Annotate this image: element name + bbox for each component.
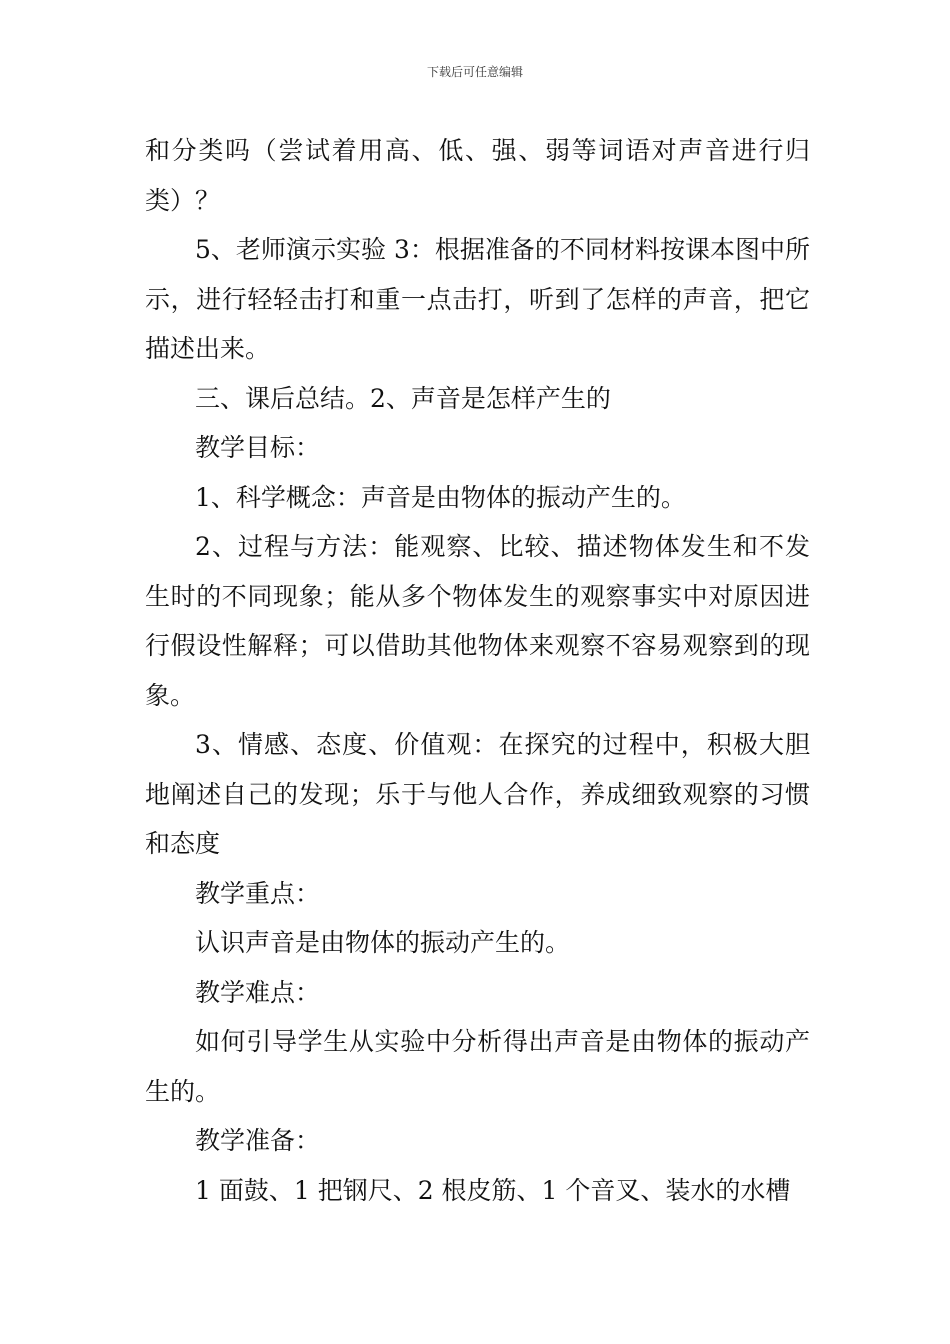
paragraph-2: 5、老师演示实验 3：根据准备的不同材料按课本图中所示，进行轻轻击打和重一点击打，听到了怎样的声音，把它描述出来。 [145, 235, 810, 363]
document-body [145, 126, 810, 1215]
paragraph-1: 和分类吗（尝试着用高、低、强、弱等词语对声音进行归类）？ [145, 136, 810, 215]
paragraph-7: 3、情感、态度、价值观：在探究的过程中，积极大胆地阐述自己的发现；乐于与他人合作，养成细致观察的习惯和态度 [145, 730, 810, 858]
page-header: 下载后可任意编辑 [426, 65, 523, 79]
section-heading-objectives: 教学目标： [195, 433, 321, 462]
paragraph-13: 1 面鼓、1 把钢尺、2 根皮筋、1 个音叉、装水的水槽 [195, 1175, 791, 1205]
section-heading-key-points: 教学重点： [195, 878, 321, 908]
section-heading-preparation: 教学准备： [195, 1126, 321, 1155]
paragraph-11: 如何引导学生从实验中分析得出声音是由物体的振动产生的。 [145, 1027, 810, 1106]
paragraph-3: 三、课后总结。2、声音是怎样产生的 [195, 383, 611, 413]
paragraph-6: 2、过程与方法：能观察、比较、描述物体发生和不发生时的不同现象；能从多个物体发生的观察事实中对原因进行假设性解释；可以借助其他物体来观察不容易观察到的现象。 [145, 532, 810, 710]
section-heading-difficulties: 教学难点： [195, 977, 321, 1007]
paragraph-5: 1、科学概念：声音是由物体的振动产生的。 [195, 482, 686, 512]
paragraph-9: 认识声音是由物体的振动产生的。 [195, 928, 571, 957]
